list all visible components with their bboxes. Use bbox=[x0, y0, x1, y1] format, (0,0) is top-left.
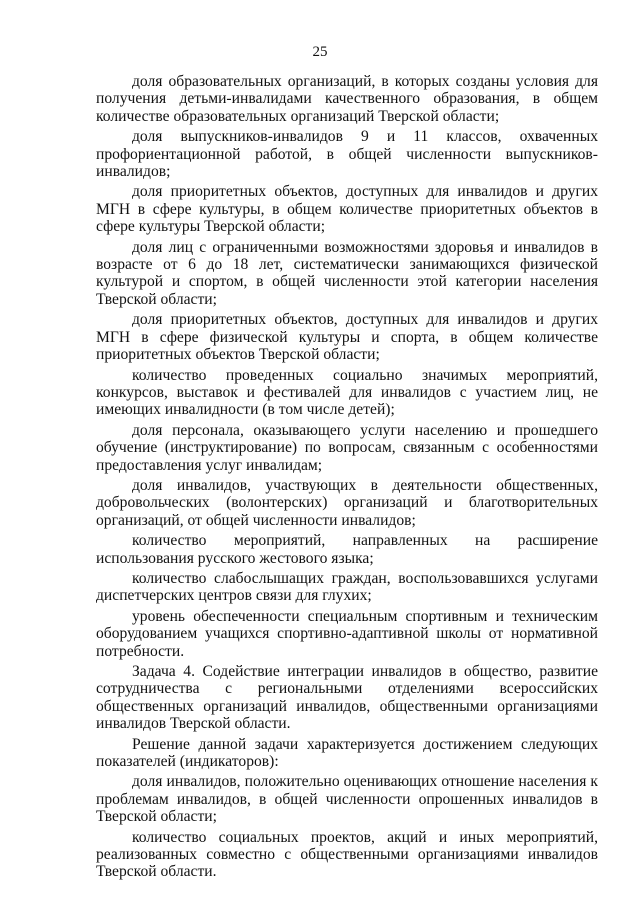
document-body bbox=[96, 73, 598, 884]
paragraph: доля приоритетных объектов, доступных для инвалидов и других МГН в сфере культуры, в общем количестве приоритетных объектов в сфере культуры Тверской области; bbox=[96, 183, 598, 236]
paragraph: доля приоритетных объектов, доступных для инвалидов и других МГН в сфере физической культуры и спорта, в общем количестве приоритетных объектов Тверской области; bbox=[96, 311, 598, 364]
paragraph: количество социальных проектов, акций и иных мероприятий, реализованных совместно с общественными организациями инвалидов Тверской области. bbox=[96, 828, 598, 881]
page-number: 25 bbox=[312, 44, 328, 60]
paragraph: доля инвалидов, положительно оценивающих отношение населения к проблемам инвалидов, в общей численности опрошенных инвалидов в Тверской области; bbox=[96, 773, 598, 826]
paragraph: доля персонала, оказывающего услуги населению и прошедшего обучение (инструктирование) по вопросам, связанным с особенностями предоставления услуг инвалидам; bbox=[96, 421, 598, 474]
task-heading-paragraph: Задача 4. Содействие интеграции инвалидов в общество, развитие сотрудничества с региональными отделениями всероссийских общественных организаций инвалидов, общественными организациями инвалидов Тверской области. bbox=[96, 663, 598, 733]
paragraph: количество слабослышащих граждан, воспользовавшихся услугами диспетчерских центров связи для глухих; bbox=[96, 569, 598, 605]
paragraph: количество мероприятий, направленных на расширение использования русского жестового языка; bbox=[96, 532, 598, 567]
paragraph: доля образовательных организаций, в которых созданы условия для получения детьми-инвалидами качественного образования, в общем количестве образовательных организаций Тверской области; bbox=[96, 73, 598, 125]
paragraph: доля выпускников-инвалидов 9 и 11 классов, охваченных профориентационной работой, в общей численности выпускников-инвалидов; bbox=[96, 128, 598, 181]
paragraph: Решение данной задачи характеризуется достижением следующих показателей (индикаторов): bbox=[96, 735, 598, 771]
paragraph: уровень обеспеченности специальным спортивным и техническим оборудованием учащихся спортивно-адаптивной школы от нормативной потребности. bbox=[96, 607, 598, 660]
paragraph: количество проведенных социально значимых мероприятий, конкурсов, выставок и фестивалей для инвалидов с участием лиц, не имеющих инвалидности (в том числе детей); bbox=[96, 366, 598, 419]
paragraph: доля лиц с ограниченными возможностями здоровья и инвалидов в возрасте от 6 до 18 лет, систематически занимающихся физической культурой и спортом, в общей численности этой категории населения Тверской области; bbox=[96, 238, 598, 308]
paragraph: доля инвалидов, участвующих в деятельности общественных, добровольческих (волонтерских) организаций и благотворительных организаций, от общей численности инвалидов; bbox=[96, 476, 598, 529]
